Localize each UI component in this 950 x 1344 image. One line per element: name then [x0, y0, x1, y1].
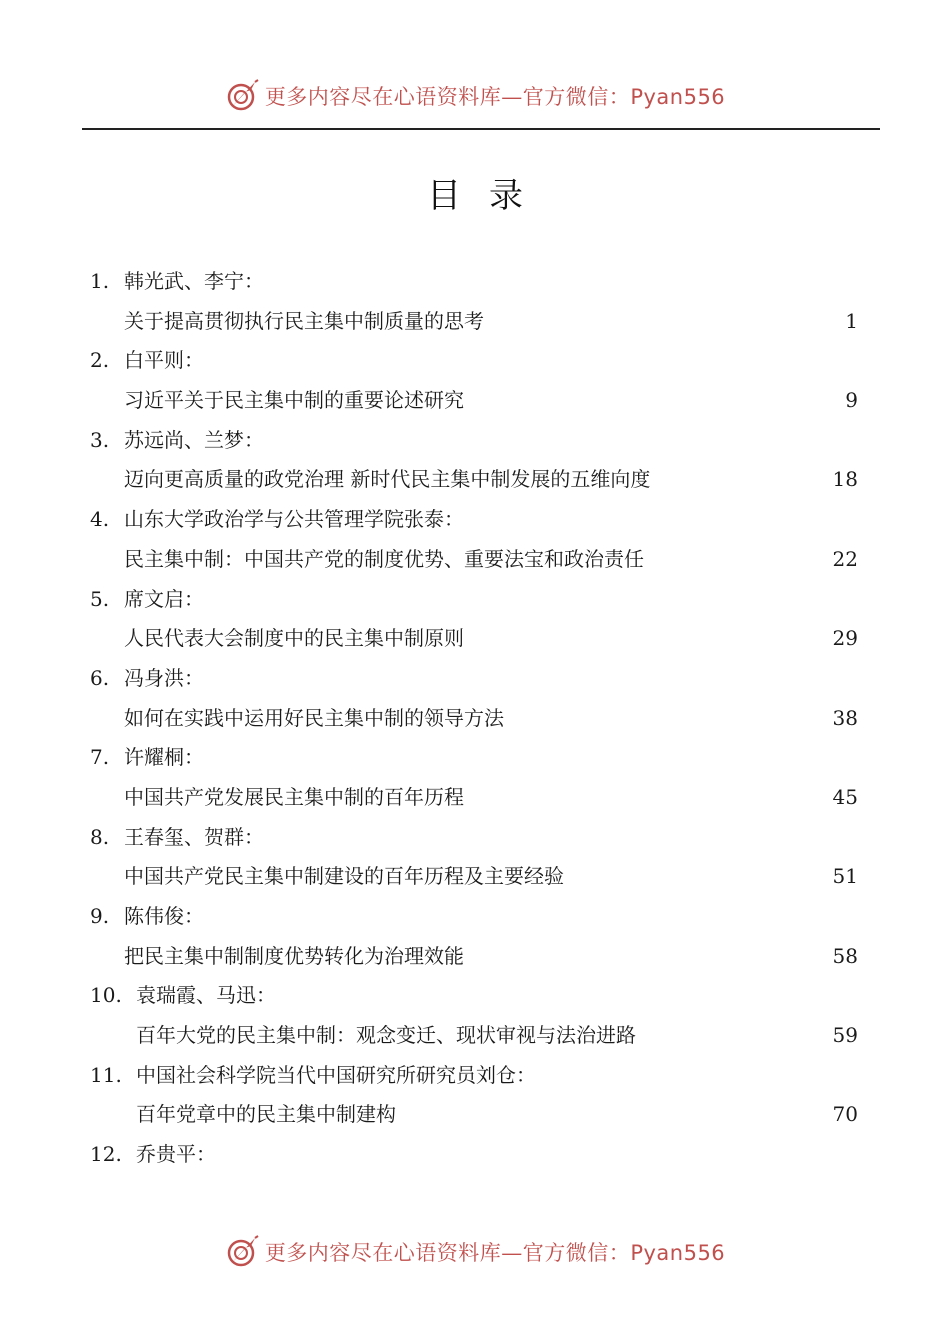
toc-author-row	[0, 659, 950, 699]
toc-number: 5.	[90, 586, 110, 611]
toc-page-number: 22	[832, 546, 858, 571]
header-banner	[0, 74, 950, 118]
toc-page-number: 18	[832, 467, 858, 492]
toc-title[interactable]: 百年党章中的民主集中制建构	[136, 1102, 396, 1127]
toc-page-number: 1	[845, 308, 858, 333]
toc-author: 白平则：	[124, 348, 204, 373]
toc-number: 9.	[90, 904, 110, 928]
toc-number: 4.	[90, 507, 110, 532]
toc-title[interactable]: 人民代表大会制度中的民主集中制原则	[124, 626, 464, 651]
toc-number: 1.	[90, 269, 110, 293]
toc-page-number: 59	[832, 1023, 858, 1048]
toc-title[interactable]: 中国共产党发展民主集中制的百年历程	[124, 784, 464, 809]
toc-author-row	[0, 818, 950, 858]
toc-title-row[interactable]	[0, 699, 950, 739]
toc-author: 乔贵平：	[136, 1142, 216, 1167]
toc-author-row	[0, 976, 950, 1016]
toc-title[interactable]: 习近平关于民主集中制的重要论述研究	[124, 388, 464, 413]
banner-slogan: 更多内容尽在心语资料库—官方微信：	[264, 1241, 631, 1265]
banner-wechat-id: Pyan556	[630, 85, 726, 109]
toc-number: 8.	[90, 824, 110, 849]
banner-slogan: 更多内容尽在心语资料库—官方微信：	[264, 85, 631, 109]
quill-pen-logo-icon	[225, 1234, 261, 1270]
toc-author: 王春玺、贺群：	[124, 824, 264, 849]
toc-number: 11.	[90, 1062, 122, 1087]
toc-number: 12.	[90, 1142, 122, 1167]
toc-author-row	[0, 738, 950, 778]
toc-author: 陈伟俊：	[124, 904, 204, 928]
toc-title[interactable]: 中国共产党民主集中制建设的百年历程及主要经验	[124, 864, 564, 889]
toc-author: 许耀桐：	[124, 745, 204, 770]
toc-title[interactable]: 把民主集中制制度优势转化为治理效能	[124, 943, 464, 968]
toc-page-number: 9	[845, 388, 858, 413]
toc-title-row[interactable]	[0, 540, 950, 580]
toc-number: 2.	[90, 348, 110, 373]
toc-page-number: 38	[832, 705, 858, 730]
toc-number: 7.	[90, 745, 110, 770]
header-divider	[82, 128, 880, 130]
toc-author-row	[0, 1056, 950, 1096]
toc-title-row[interactable]	[0, 857, 950, 897]
toc-title-row[interactable]	[0, 460, 950, 500]
toc-title-row[interactable]	[0, 302, 950, 342]
toc-author-row	[0, 341, 950, 381]
toc-page-number: 45	[832, 784, 858, 809]
banner-wechat-id: Pyan556	[630, 1241, 726, 1265]
toc-author-row	[0, 500, 950, 540]
toc-title[interactable]: 迈向更高质量的政党治理 新时代民主集中制发展的五维向度	[124, 467, 651, 492]
toc-title[interactable]: 民主集中制：中国共产党的制度优势、重要法宝和政治责任	[124, 546, 644, 571]
toc-page-number: 70	[832, 1102, 858, 1127]
toc-author: 袁瑞霞、马迅：	[136, 983, 276, 1008]
toc-page-number: 51	[832, 864, 858, 889]
toc-title-row[interactable]	[0, 1016, 950, 1056]
toc-author: 中国社会科学院当代中国研究所研究员刘仓：	[136, 1062, 536, 1087]
toc-title-row[interactable]	[0, 619, 950, 659]
footer-banner	[0, 1230, 950, 1274]
toc-author: 冯身洪：	[124, 665, 204, 690]
toc-number: 6.	[90, 665, 110, 690]
toc-author: 席文启：	[124, 586, 204, 611]
toc-title[interactable]: 百年大党的民主集中制：观念变迁、现状审视与法治进路	[136, 1023, 636, 1048]
page-title: 目录	[427, 176, 551, 216]
toc-title-row[interactable]	[0, 778, 950, 818]
toc-author-row	[0, 580, 950, 620]
toc-author: 韩光武、李宁：	[124, 269, 264, 293]
toc-author-row	[0, 1135, 950, 1175]
banner-text	[265, 1237, 725, 1267]
toc-author-row	[0, 262, 950, 302]
toc-number: 10.	[90, 983, 122, 1008]
toc-number: 3.	[90, 427, 110, 452]
toc-title[interactable]: 关于提高贯彻执行民主集中制质量的思考	[124, 308, 484, 333]
toc-title-row[interactable]	[0, 1095, 950, 1135]
table-of-contents	[0, 262, 950, 1175]
toc-title-row[interactable]	[0, 937, 950, 977]
toc-page-number: 58	[832, 943, 858, 968]
toc-page-number: 29	[832, 626, 858, 651]
toc-author-row	[0, 421, 950, 461]
toc-author-row	[0, 897, 950, 937]
toc-title[interactable]: 如何在实践中运用好民主集中制的领导方法	[124, 705, 504, 730]
banner-text	[265, 81, 725, 111]
toc-author: 苏远尚、兰梦：	[124, 427, 264, 452]
quill-pen-logo-icon	[225, 78, 261, 114]
toc-title-row[interactable]	[0, 381, 950, 421]
toc-author: 山东大学政治学与公共管理学院张泰：	[124, 507, 464, 532]
